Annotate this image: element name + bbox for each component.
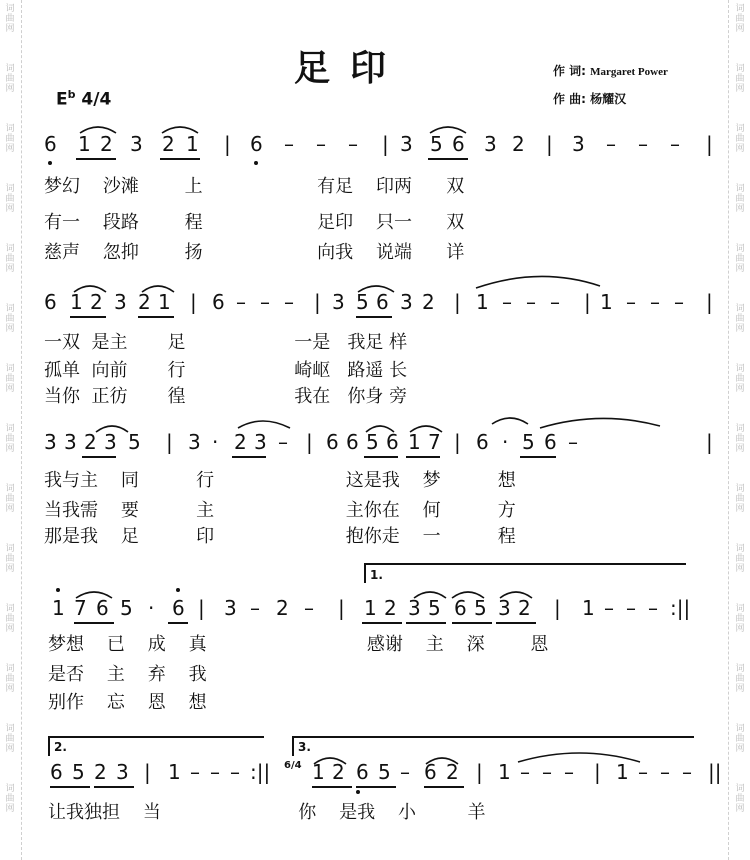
volta-2: 2. (54, 740, 67, 754)
notation-row-5: 6 5 2 3 | 1 – – – :|| 1 2 6 5 – 6 2 | 1 – – – | 1 – – – || (50, 760, 722, 784)
song-title: 足印 (293, 47, 406, 89)
watermark-text: 词 曲 网 (735, 184, 745, 214)
watermark-text: 词 曲 网 (5, 544, 15, 574)
lyric-line: 慈声 忽抑 扬 向我 说端 详 (44, 242, 465, 263)
watermark-text: 词 曲 网 (5, 64, 15, 94)
watermark-text: 词 曲 网 (735, 304, 745, 334)
watermark-text: 词 曲 网 (5, 784, 15, 814)
watermark-text: 词 曲 网 (5, 124, 15, 154)
lyric-line: 我与主 同 行 这是我 梦 想 (44, 470, 516, 491)
watermark-text: 词 曲 网 (5, 484, 15, 514)
lyric-line: 让我独担 当 你 是我 小 羊 (48, 802, 486, 823)
watermark-text: 词 曲 网 (5, 184, 15, 214)
composer-credit: 作 曲: 杨耀汉 (553, 92, 627, 106)
volta-1: 1. (370, 568, 383, 582)
watermark-text: 词 曲 网 (5, 4, 15, 34)
lyric-line: 梦想 已 成 真 感谢 主 深 恩 (48, 634, 549, 655)
watermark-text: 词 曲 网 (735, 424, 745, 454)
lyric-line: 当你 正彷 徨 我在 你身 旁 (44, 386, 408, 407)
watermark-text: 词 曲 网 (735, 364, 745, 394)
watermark-text: 词 曲 网 (735, 664, 745, 694)
watermark-text: 词 曲 网 (735, 64, 745, 94)
watermark-text: 词 曲 网 (735, 484, 745, 514)
lyric-line: 那是我 足 印 抱你走 一 程 (44, 526, 516, 547)
watermark-right (732, 0, 748, 860)
notation-row-4: 1 7 6 5 · 6 | 3 – 2 – | 1 2 3 5 6 5 3 2 | 1 – – – :|| (52, 596, 691, 620)
watermark-text: 词 曲 网 (5, 424, 15, 454)
lyric-line: 孤单 向前 行 崎岖 路遥 长 (44, 360, 408, 381)
watermark-text: 词 曲 网 (735, 244, 745, 274)
watermark-text: 词 曲 网 (5, 304, 15, 334)
notation-row-2: 6 1 2 3 2 1 | 6 – – – | 3 5 6 3 2 | 1 – – – | 1 – – – | (44, 290, 713, 314)
notation-row-1: 6 1 2 3 2 1 | 6 – – – | 3 5 6 3 2 | 3 – – – | (44, 132, 713, 156)
lyric-line: 有一 段路 程 足印 只一 双 (44, 212, 465, 233)
key-signature: $E^b$ 4/4 (56, 88, 112, 110)
watermark-text: 词 曲 网 (5, 724, 15, 754)
watermark-text: 词 曲 网 (735, 124, 745, 154)
watermark-text: 词 曲 网 (5, 364, 15, 394)
watermark-text: 词 曲 网 (5, 604, 15, 634)
lyric-line: 一双 是主 足 一是 我足 样 (44, 332, 408, 353)
watermark-text: 词 曲 网 (5, 664, 15, 694)
lyric-line: 别作 忘 恩 想 (48, 692, 207, 713)
time-signature-change: 6/4 (284, 760, 302, 771)
watermark-text: 词 曲 网 (735, 544, 745, 574)
lyricist-credit: 作 词: Margaret Power (553, 64, 668, 78)
watermark-left (2, 0, 18, 860)
watermark-text: 词 曲 网 (735, 724, 745, 754)
volta-3: 3. (298, 740, 311, 754)
watermark-text: 词 曲 网 (735, 784, 745, 814)
watermark-text: 词 曲 网 (735, 604, 745, 634)
lyric-line: 是否 主 弃 我 (48, 664, 207, 685)
lyric-line: 梦幻 沙滩 上 有足 印两 双 (44, 176, 465, 197)
watermark-text: 词 曲 网 (5, 244, 15, 274)
lyric-line: 当我需 要 主 主你在 何 方 (44, 500, 516, 521)
notation-row-3: 3 3 2 3 5 | 3 · 2 3 – | 6 6 5 6 1 7 | 6 · 5 6 – | (44, 430, 713, 454)
watermark-text: 词 曲 网 (735, 4, 745, 34)
